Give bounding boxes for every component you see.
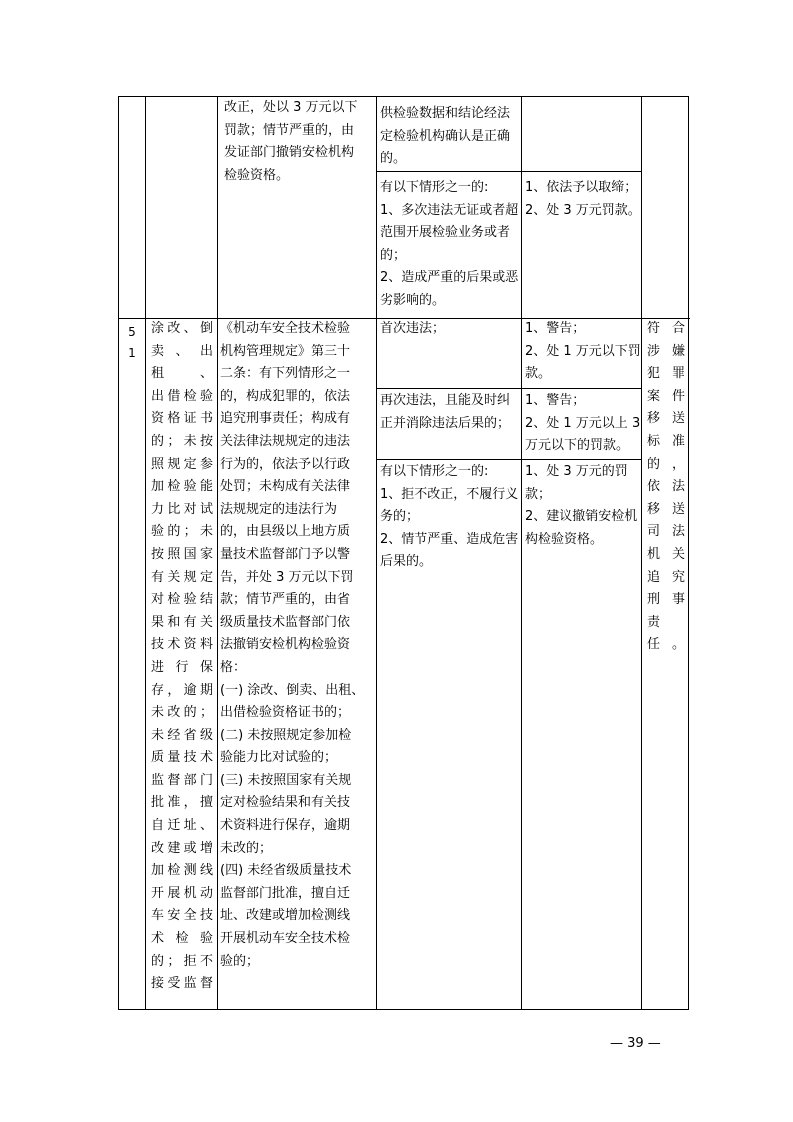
violation-cell: 涂改、倒 卖、出租、 出借检验 资格证书 的；未按 照规定参 加检验能 力比对试 验的；未 按照国家 有关规定 对检验结 果和有关 技术资料 进 行 保 存，逾期 未改的； 未经省级 质量技术 监督部门 批准，擅 自迁址、 改建或增 加检测线 开展机动 车安全技 术 检 验 的；拒不 接受监督 (151, 321, 213, 992)
penalty-first-offense: 1、警告； 2、处 1 万元以下罚 款。 (525, 321, 641, 382)
col-divider (217, 97, 218, 1009)
row-divider (376, 171, 641, 172)
row-divider (376, 388, 641, 389)
situation-first-offense: 首次违法； (380, 321, 446, 336)
transfer-cell: 符 合 涉 嫌 犯 罪 案 件 移 送 标 准 的 ， 依 法 移 送 司 法 机 关 追 究 刑 事 责 任。 (647, 321, 685, 653)
prev-penalty-2: 1、依法予以取缔； 2、处 3 万元罚款。 (525, 180, 641, 218)
prev-situation-2: 有以下情形之一的: 1、多次违法无证或者超 范围开展检验业务或者 的； 2、造成严重的后果或恶 劣影响的。 (380, 180, 519, 308)
col-divider (145, 97, 146, 1009)
penalty-serious: 1、处 3 万元的罚 款； 2、建议撤销安检机 构检验资格。 (525, 464, 638, 547)
col-divider (521, 97, 522, 1009)
col-divider (376, 97, 377, 1009)
prev-situation-1: 供检验数据和结论经法 定检验机构确认是正确 的。 (380, 106, 511, 167)
prev-basis-cell: 改正，处以 3 万元以下 罚款；情节严重的，由 发证部门撤销安检机构 检验资格。 (224, 100, 358, 183)
penalty-table (118, 96, 689, 1010)
col-divider (641, 97, 642, 1009)
row-divider (376, 459, 641, 460)
basis-cell: 《机动车安全技术检验 机构管理规定》第三十 二条：有下列情形之一 的，构成犯罪的，依法 追究刑事责任；构成有 关法律法规规定的违法 行为的，依法予以行政 处罚；未构成有关法律 法规规定的违法行为 的，由县级以上地方质 量技术监督部门予以警 告，并处 3 万元以下罚 款；情节严重的，由省 级质量技术监督部门依 法撤销安检机构检验资 格： (一) 涂改、倒卖、出租、 出借检验资格证书的； (二) 未按照规定参加检 验能力比对试验的； (三) 未按照国家有关规 定对检验结果和有关技 术资料进行保存，逾期 未改的； (四) 未经省级质量技术 监督部门批准，擅自迁 址、改建或增加检测线 开展机动车安全技术检 验的； (220, 321, 365, 969)
situation-repeat-offense: 再次违法，且能及时纠 正并消除违法后果的； (380, 393, 511, 431)
row-number-cell: 5 1 (128, 325, 136, 360)
situation-serious: 有以下情形之一的: 1、拒不改正，不履行义 务的； 2、情节严重、造成危害 后果的。 (380, 464, 519, 570)
page-number: — 39 — (610, 1036, 661, 1051)
penalty-repeat-offense: 1、警告； 2、处 1 万元以上 3 万元以下的罚款。 (525, 393, 641, 454)
